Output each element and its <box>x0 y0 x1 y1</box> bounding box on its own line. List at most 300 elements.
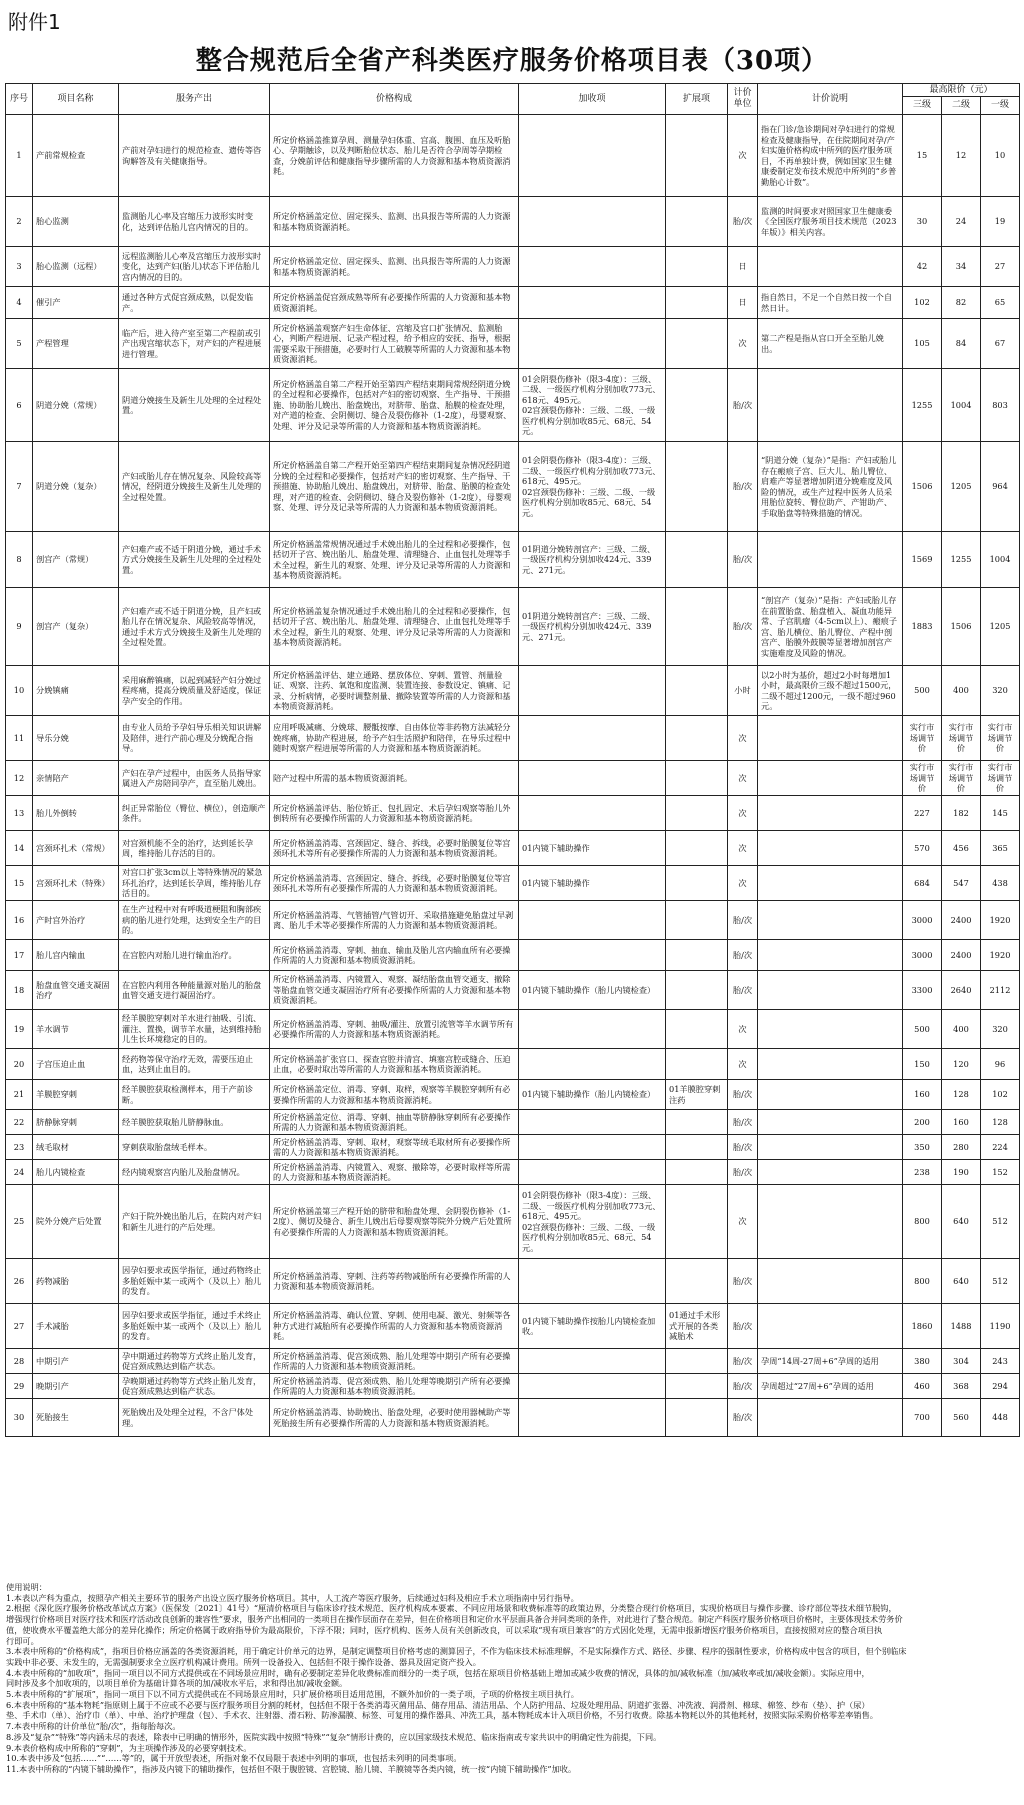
cell-price-level2: 1506 <box>942 588 981 666</box>
note-line: 行即可。 <box>6 1635 39 1646</box>
cell-price-level1: 实行市场调节价 <box>981 716 1020 761</box>
cell-desc <box>758 866 903 901</box>
cell-expansion <box>666 1110 728 1135</box>
cell-price-level2: 160 <box>942 1110 981 1135</box>
cell-no: 24 <box>6 1160 33 1185</box>
cell-price-level1: 2112 <box>981 971 1020 1010</box>
header-level3: 三级 <box>903 97 942 115</box>
cell-expansion <box>666 761 728 796</box>
cell-output: 因孕妇要求或医学指征，通过药物终止多胎妊娠中某一或两个（及以上）胎儿的发育。 <box>119 1259 270 1304</box>
cell-output: 经内镜观察宫内胎儿及胎盘情况。 <box>119 1160 270 1185</box>
cell-addition <box>519 197 666 247</box>
cell-price-level1: 243 <box>981 1349 1020 1374</box>
table-row <box>6 1259 1020 1304</box>
note-line: 垫、手术巾（单）、治疗巾（单）、中单、治疗护理盘（包）、手术衣、注射器、滑石粉、防渗漏膜、标签、可复用的操作器具、冲洗工具，基本物耗成本计入项目价格，不另行收费。除基本物耗以外的其他耗材，按照实际采购价格零差率销售。 <box>6 1710 878 1721</box>
cell-addition: 01内镜下辅助操作（胎儿内镜检查） <box>519 1080 666 1110</box>
cell-name: 宫颈环扎术（常规） <box>33 831 119 866</box>
cell-composition: 所定价格涵盖消毒、促宫颈成熟、胎儿处理等晚期引产所有必要操作所需的人力资源和基本物质资源消耗。 <box>270 1374 519 1399</box>
cell-composition: 所定价格涵盖消毒、气管插管/气管切开、采取措施避免胎盘过早剥离、胎儿手术等必要操作所需的人力资源和基本物质资源消耗。 <box>270 901 519 940</box>
cell-composition: 所定价格涵盖定位、固定探头、监测、出具报告等所需的人力资源和基本物质资源消耗。 <box>270 197 519 247</box>
cell-price-level1: 128 <box>981 1110 1020 1135</box>
note-line: 6.本表中所称的“基本物耗”指原则上属于不应或不必要与医疗服务项目分割的耗材，包括但不限于各类消毒灭菌用品、储存用品、清洁用品、个人防护用品、垃圾处理用品、阴道扩张器、冲洗液、润滑剂、棉球、棉签、纱布（垫）、护（尿） <box>6 1699 870 1710</box>
cell-composition: 所定价格涵盖复杂情况通过手术娩出胎儿的全过程和必要操作，包括切开子宫、娩出胎儿、胎盘处理、清理缝合、止血包扎处理等手术全过程，新生儿的观察、处理、评分及记录等所需的人力资源和基本物质资源消耗。 <box>270 588 519 666</box>
cell-unit: 胎/次 <box>728 442 758 532</box>
cell-price-level1: 1190 <box>981 1304 1020 1349</box>
header-addition: 加收项 <box>519 84 666 115</box>
cell-expansion <box>666 247 728 287</box>
cell-unit: 胎/次 <box>728 588 758 666</box>
cell-no: 2 <box>6 197 33 247</box>
cell-name: 胎儿外倒转 <box>33 796 119 831</box>
cell-unit: 次 <box>728 1049 758 1080</box>
table-row <box>6 866 1020 901</box>
cell-addition: 01会阴裂伤修补（限3-4度）：三级、二级、一级医疗机构分别加收773元、618元、495元。 02宫颈裂伤修补：三级、二级、一级医疗机构分别加收85元、68元、54元。 <box>519 442 666 532</box>
cell-expansion <box>666 940 728 971</box>
cell-price-level2: 560 <box>942 1399 981 1437</box>
cell-no: 15 <box>6 866 33 901</box>
table-row <box>6 1160 1020 1185</box>
cell-unit: 次 <box>728 1185 758 1259</box>
cell-price-level2: 2640 <box>942 971 981 1010</box>
cell-name: 剖宫产（常规） <box>33 532 119 588</box>
cell-unit: 次 <box>728 866 758 901</box>
cell-price-level3: 800 <box>903 1259 942 1304</box>
cell-unit: 胎/次 <box>728 1080 758 1110</box>
cell-price-level2: 12 <box>942 115 981 197</box>
cell-price-level3: 1255 <box>903 369 942 442</box>
cell-price-level1: 294 <box>981 1374 1020 1399</box>
cell-addition <box>519 666 666 716</box>
cell-desc <box>758 940 903 971</box>
cell-unit: 次 <box>728 1010 758 1049</box>
cell-output: 经羊膜腔获取检测样本，用于产前诊断。 <box>119 1080 270 1110</box>
cell-expansion <box>666 369 728 442</box>
cell-price-level2: 640 <box>942 1259 981 1304</box>
note-line: 使用说明： <box>6 1582 47 1592</box>
cell-composition: 所定价格涵盖推算孕周、测量孕妇体重、宫高、腹围、血压及听胎心、孕期触诊，以及判断胎位状态、胎儿是否符合孕周等孕期检查，分娩前评估和健康指导步骤所需的人力资源和基本物质资源消耗。 <box>270 115 519 197</box>
cell-price-level2: 实行市场调节价 <box>942 761 981 796</box>
table-row <box>6 666 1020 716</box>
header-composition: 价格构成 <box>270 84 519 115</box>
cell-no: 9 <box>6 588 33 666</box>
cell-name: 手术减胎 <box>33 1304 119 1349</box>
table-row <box>6 588 1020 666</box>
cell-addition <box>519 1049 666 1080</box>
cell-output: 在宫腔内利用各种能量源对胎儿的胎盘血管交通支进行凝固治疗。 <box>119 971 270 1010</box>
cell-price-level3: 570 <box>903 831 942 866</box>
cell-price-level3: 800 <box>903 1185 942 1259</box>
cell-output: 对宫口扩张3cm以上等特殊情况的紧急环扎治疗，达到延长孕周，维持胎儿存活目的。 <box>119 866 270 901</box>
table-row <box>6 796 1020 831</box>
cell-no: 18 <box>6 971 33 1010</box>
cell-name: 羊水调节 <box>33 1010 119 1049</box>
cell-price-level1: 152 <box>981 1160 1020 1185</box>
table-row <box>6 1049 1020 1080</box>
cell-price-level1: 448 <box>981 1399 1020 1437</box>
cell-desc <box>758 247 903 287</box>
table-row <box>6 1135 1020 1160</box>
cell-unit: 胎/次 <box>728 369 758 442</box>
note-line: 实践中非必要、未发生的，无需强制要求全立医疗机构减计费用。所列一设备投入、包括但不限于操作设备、器具及固定资产投入。 <box>6 1656 481 1667</box>
table-row <box>6 971 1020 1010</box>
cell-no: 5 <box>6 319 33 369</box>
note-line: 1.本表以产科为重点，按照孕产相关主要环节的服务产出设立医疗服务价格项目。其中，人工流产等医疗服务，后续通过妇科及相应手术立项指南中另行指导。 <box>6 1592 579 1603</box>
cell-name: 宫颈环扎术（特殊） <box>33 866 119 901</box>
cell-price-level1: 512 <box>981 1185 1020 1259</box>
cell-composition: 所定价格涵盖常规情况通过手术娩出胎儿的全过程和必要操作，包括切开子宫、娩出胎儿、胎盘处理、清理缝合、止血包扎处理等手术全过程，新生儿的观察、处理、评分及记录等所需的人力资源和基本物质资源消耗。 <box>270 532 519 588</box>
cell-no: 25 <box>6 1185 33 1259</box>
cell-name: 羊膜腔穿刺 <box>33 1080 119 1110</box>
cell-name: 阴道分娩（常规） <box>33 369 119 442</box>
cell-price-level1: 27 <box>981 247 1020 287</box>
note-line: 9.本表价格构成中所称的“穿刺”，为主项操作涉及的必要穿刺技术。 <box>6 1742 252 1753</box>
cell-desc: 第二产程是指从宫口开全至胎儿娩出。 <box>758 319 903 369</box>
table-row <box>6 532 1020 588</box>
cell-no: 29 <box>6 1374 33 1399</box>
cell-composition: 所定价格涵盖消毒、穿刺、抽吸/灌注、放置引流管等羊水调节所有必要操作所需的人力资源和基本物质资源消耗。 <box>270 1010 519 1049</box>
cell-desc <box>758 1304 903 1349</box>
note-line: 5.本表中所称的“扩展项”，指同一项目下以不同方式提供或在不同场景应用时，只扩展价格项目适用范围，不额外加价的一类子项，子项的价格按主项目执行。 <box>6 1689 579 1700</box>
cell-unit: 次 <box>728 831 758 866</box>
cell-no: 8 <box>6 532 33 588</box>
cell-price-level2: 190 <box>942 1160 981 1185</box>
cell-no: 27 <box>6 1304 33 1349</box>
cell-price-level1: 512 <box>981 1259 1020 1304</box>
cell-desc <box>758 1080 903 1110</box>
cell-output: 监测胎儿心率及宫缩压力波形实时变化，达到评估胎儿宫内情况的目的。 <box>119 197 270 247</box>
cell-unit: 胎/次 <box>728 1259 758 1304</box>
cell-expansion <box>666 588 728 666</box>
annex-label: 附件1 <box>8 10 61 34</box>
cell-addition <box>519 1160 666 1185</box>
cell-desc <box>758 1259 903 1304</box>
cell-desc <box>758 761 903 796</box>
header-level1: 一级 <box>981 97 1020 115</box>
cell-price-level3: 3300 <box>903 971 942 1010</box>
cell-desc: 以2小时为基价，超过2小时每增加1小时，最高限价三级不超过1500元，二级不超过1200元，一级不超过960元。 <box>758 666 903 716</box>
cell-desc <box>758 716 903 761</box>
cell-name: 绒毛取材 <box>33 1135 119 1160</box>
cell-addition: 01会阴裂伤修补（限3-4度）：三级、二级、一级医疗机构分别加收773元、618元、495元。 02宫颈裂伤修补：三级、二级、一级医疗机构分别加收85元、68元、54元。 <box>519 1185 666 1259</box>
cell-price-level2: 2400 <box>942 940 981 971</box>
header-level2: 二级 <box>942 97 981 115</box>
note-line: 2.根据《深化医疗服务价格改革试点方案》（医保发〔2021〕41号）“厘清价格项目与临床诊疗技术规范、医疗机构成本要素、不同应用场景和收费标准等的政策边界，分类整合现行价格项目，实现价格项目与操作步骤、诊疗部位等技术细节脱钩， <box>6 1603 897 1614</box>
note-line: 值，使收费水平覆盖绝大部分的差异化操作；所定价格属于政府指导价为最高限价，下浮不限；同时，医疗机构、医务人员有关创新改良，可以采取“现有项目兼容”的方式因化处理，无需申报新增医疗服务价格项目，直接按照对应的整合项目执 <box>6 1624 883 1635</box>
cell-addition <box>519 761 666 796</box>
cell-desc: “剖宫产（复杂）”是指：产妇或胎儿存在前置胎盘、胎盘植入、凝血功能异常、子宫肌瘤（4-5cm以上）、瘢痕子宫、胎儿横位、胎儿臀位、产程中剖宫产、胎膜外鼓膜等显著增加剖宫产实施难度及风险的情况。 <box>758 588 903 666</box>
cell-no: 6 <box>6 369 33 442</box>
cell-price-level1: 224 <box>981 1135 1020 1160</box>
header-unit: 计价单位 <box>728 84 758 115</box>
cell-desc <box>758 831 903 866</box>
cell-price-level2: 120 <box>942 1049 981 1080</box>
cell-desc <box>758 1049 903 1080</box>
cell-price-level3: 3000 <box>903 940 942 971</box>
cell-expansion <box>666 1374 728 1399</box>
cell-output: 在宫腔内对胎儿进行输血治疗。 <box>119 940 270 971</box>
cell-composition: 所定价格涵盖定位、固定探头、监测、出具报告等所需的人力资源和基本物质资源消耗。 <box>270 247 519 287</box>
cell-desc <box>758 901 903 940</box>
table-row <box>6 716 1020 761</box>
cell-composition: 所定价格涵盖消毒、促宫颈成熟、胎儿处理等中期引产所有必要操作所需的人力资源和基本物质资源消耗。 <box>270 1349 519 1374</box>
cell-composition: 所定价格涵盖定位、消毒、穿刺、抽血等脐静脉穿刺所有必要操作所需的人力资源和基本物质资源消耗。 <box>270 1110 519 1135</box>
note-line: 10.本表中涉及“包括……”“……等”的，属于开放型表述，所指对象不仅局限于表述中列明的事项，也包括未列明的同类事项。 <box>6 1753 462 1764</box>
cell-desc <box>758 1135 903 1160</box>
note-line: 7.本表中所称的计价单位“胎/次”，指每胎每次。 <box>6 1721 181 1732</box>
cell-expansion <box>666 796 728 831</box>
table-row <box>6 1349 1020 1374</box>
cell-desc <box>758 1010 903 1049</box>
cell-addition <box>519 1259 666 1304</box>
cell-addition <box>519 1010 666 1049</box>
cell-desc: “阴道分娩（复杂）”是指：产妇或胎儿存在瘢痕子宫、巨大儿、胎儿臀位、肩难产等显著增加阴道分娩难度及风险的情况，或生产过程中医务人员采用胎位旋转、臀位助产、产钳助产、手取胎盘等特殊措施的情况。 <box>758 442 903 532</box>
cell-price-level1: 365 <box>981 831 1020 866</box>
cell-desc <box>758 369 903 442</box>
cell-composition: 所定价格涵盖扩张宫口、探查宫腔并清宫、填塞宫腔或缝合、压迫止血，必要时取出等所需的人力资源和基本物质资源消耗。 <box>270 1049 519 1080</box>
cell-expansion <box>666 831 728 866</box>
cell-addition <box>519 716 666 761</box>
cell-name: 脐静脉穿刺 <box>33 1110 119 1135</box>
cell-unit: 次 <box>728 796 758 831</box>
note-line: 11.本表中所称的“内镜下辅助操作”，指涉及内镜下的辅助操作，包括但不限于腹腔镜、宫腔镜、胎儿镜、羊膜镜等各类内镜，统一按“内镜下辅助操作”加收。 <box>6 1763 577 1774</box>
page-title: 整合规范后全省产科类医疗服务价格项目表（30项） <box>195 46 829 76</box>
cell-price-level3: 42 <box>903 247 942 287</box>
cell-output: 通过各种方式促宫颈成熟，以促发临产。 <box>119 287 270 319</box>
cell-output: 临产后，进入待产室至第二产程前或引产出现宫缩状态下，对产妇的产程进展进行管理。 <box>119 319 270 369</box>
cell-addition <box>519 1110 666 1135</box>
cell-unit: 胎/次 <box>728 1304 758 1349</box>
cell-name: 产时宫外治疗 <box>33 901 119 940</box>
cell-composition: 应用呼吸减痛、分娩球、腰骶按摩、自由体位等非药物方法减轻分娩疼痛，协助产程进展，给予产妇生活照护和陪伴，在导乐过程中随时观察产程进展等所需的人力资源和基本物质资源消耗。 <box>270 716 519 761</box>
header-name: 项目名称 <box>33 84 119 115</box>
cell-price-level2: 1004 <box>942 369 981 442</box>
table-row <box>6 1399 1020 1437</box>
table-row <box>6 1304 1020 1349</box>
cell-price-level3: 1569 <box>903 532 942 588</box>
table-row <box>6 940 1020 971</box>
cell-unit: 胎/次 <box>728 1374 758 1399</box>
cell-unit: 次 <box>728 115 758 197</box>
cell-name: 死胎接生 <box>33 1399 119 1437</box>
cell-name: 产前常规检查 <box>33 115 119 197</box>
cell-composition: 所定价格涵盖消毒、宫颈固定、缝合、拆线，必要时胎膜复位等宫颈环扎术等所有必要操作所需的人力资源和基本物质资源消耗。 <box>270 866 519 901</box>
cell-price-level2: 2400 <box>942 901 981 940</box>
cell-output: 孕晚期通过药物等方式终止胎儿发育，促宫颈成熟达到临产状态。 <box>119 1374 270 1399</box>
cell-output: 远程监测胎儿心率及宫缩压力波形实时变化，达到产妇(胎儿)状态下评估胎儿宫内情况的目的。 <box>119 247 270 287</box>
cell-price-level3: 160 <box>903 1080 942 1110</box>
cell-expansion <box>666 666 728 716</box>
cell-price-level1: 1920 <box>981 901 1020 940</box>
cell-output: 孕中期通过药物等方式终止胎儿发育，促宫颈成熟达到临产状态。 <box>119 1349 270 1374</box>
cell-expansion <box>666 866 728 901</box>
cell-price-level2: 640 <box>942 1185 981 1259</box>
cell-price-level1: 102 <box>981 1080 1020 1110</box>
cell-name: 分娩镇痛 <box>33 666 119 716</box>
cell-composition: 所定价格涵盖消毒、穿刺、抽血、输血及胎儿宫内输血所有必要操作所需的人力资源和基本物质资源消耗。 <box>270 940 519 971</box>
cell-unit: 次 <box>728 716 758 761</box>
table-row <box>6 319 1020 369</box>
cell-unit: 次 <box>728 761 758 796</box>
cell-name: 剖宫产（复杂） <box>33 588 119 666</box>
cell-price-level2: 304 <box>942 1349 981 1374</box>
cell-price-level2: 128 <box>942 1080 981 1110</box>
cell-output: 对宫颈机能不全的治疗，达到延长孕周，维持胎儿存活的目的。 <box>119 831 270 866</box>
cell-price-level1: 67 <box>981 319 1020 369</box>
cell-addition: 01会阴裂伤修补（限3-4度）：三级、二级、一级医疗机构分别加收773元、618元、495元。 02宫颈裂伤修补：三级、二级、一级医疗机构分别加收85元、68元、54元。 <box>519 369 666 442</box>
cell-name: 催引产 <box>33 287 119 319</box>
cell-no: 22 <box>6 1110 33 1135</box>
cell-expansion <box>666 716 728 761</box>
cell-addition <box>519 796 666 831</box>
cell-expansion <box>666 115 728 197</box>
cell-name: 胎心监测（远程） <box>33 247 119 287</box>
cell-unit: 胎/次 <box>728 1399 758 1437</box>
cell-expansion <box>666 901 728 940</box>
cell-name: 产程管理 <box>33 319 119 369</box>
cell-unit: 日 <box>728 287 758 319</box>
cell-price-level1: 803 <box>981 369 1020 442</box>
cell-expansion <box>666 287 728 319</box>
cell-price-level2: 547 <box>942 866 981 901</box>
cell-output: 产妇于院外娩出胎儿后，在院内对产妇和新生儿进行的产后处理。 <box>119 1185 270 1259</box>
header-max-price: 最高限价（元） <box>903 84 1020 97</box>
cell-unit: 胎/次 <box>728 1110 758 1135</box>
cell-output: 产妇难产或不适于阴道分娩，且产妇或胎儿存在情况复杂、风险较高等情况，通过手术方式分娩接生及新生儿处理的全过程处置。 <box>119 588 270 666</box>
cell-desc <box>758 1160 903 1185</box>
cell-unit: 胎/次 <box>728 901 758 940</box>
cell-addition <box>519 901 666 940</box>
cell-addition: 01内镜下辅助操作 <box>519 831 666 866</box>
cell-addition: 01内镜下辅助操作（胎儿内镜检查） <box>519 971 666 1010</box>
cell-price-level2: 1205 <box>942 442 981 532</box>
cell-no: 1 <box>6 115 33 197</box>
cell-output: 死胎娩出及处理全过程，不含尸体处理。 <box>119 1399 270 1437</box>
cell-price-level2: 400 <box>942 666 981 716</box>
note-line: 增强现行价格项目对医疗技术和医疗活动改良创新的兼容性”要求，服务产出相同的一类项目在操作层面存在差异，但在价格项目和定价水平层面具备合并同类项的条件，对此进行了整合规范。制定产科医疗服务价格项目价格时，主要体现技术劳务价 <box>6 1614 903 1625</box>
cell-addition: 01阴道分娩转剖宫产：三级、二级、一级医疗机构分别加收424元、339元、271元。 <box>519 588 666 666</box>
cell-composition: 所定价格涵盖第三产程开始的脐带和胎盘处理、会阴裂伤修补（1-2度）、侧切及缝合、新生儿娩出后母婴观察等院外分娩产后处置所有必要操作所需的人力资源和基本物质资源消耗。 <box>270 1185 519 1259</box>
cell-composition: 所定价格涵盖自第二产程开始至第四产程结束期间常规经阴道分娩的全过程和必要操作，包括对产妇的密切观察、生产指导、干预措施、协助胎儿娩出、胎盘娩出，对脐带、胎盘、胎膜的检查处理，对产道的检查、会阴侧切、缝合及裂伤修补（1-2度），母婴观察、处理、评分及记录等所需的人力资源和基本物质资源消耗。 <box>270 369 519 442</box>
cell-composition: 所定价格涵盖消毒、穿刺、取材，观察等绒毛取材所有必要操作所需的人力资源和基本物质资源消耗。 <box>270 1135 519 1160</box>
cell-composition: 陪产过程中所需的基本物质资源消耗。 <box>270 761 519 796</box>
cell-price-level1: 实行市场调节价 <box>981 761 1020 796</box>
cell-addition <box>519 287 666 319</box>
cell-no: 30 <box>6 1399 33 1437</box>
table-row <box>6 831 1020 866</box>
cell-output: 产妇难产或不适于阴道分娩，通过手术方式分娩接生及新生儿处理的全过程处置。 <box>119 532 270 588</box>
cell-no: 26 <box>6 1259 33 1304</box>
cell-addition <box>519 319 666 369</box>
cell-output: 因孕妇要求或医学指征，通过手术终止多胎妊娠中某一或两个（及以上）胎儿的发育。 <box>119 1304 270 1349</box>
cell-name: 药物减胎 <box>33 1259 119 1304</box>
table-row <box>6 1374 1020 1399</box>
cell-price-level3: 684 <box>903 866 942 901</box>
cell-no: 17 <box>6 940 33 971</box>
cell-price-level3: 3000 <box>903 901 942 940</box>
cell-desc: 孕周“14周-27周+6”孕周的适用 <box>758 1349 903 1374</box>
cell-price-level2: 24 <box>942 197 981 247</box>
cell-price-level2: 280 <box>942 1135 981 1160</box>
cell-addition <box>519 1374 666 1399</box>
table-row <box>6 1080 1020 1110</box>
cell-unit: 日 <box>728 247 758 287</box>
cell-price-level3: 30 <box>903 197 942 247</box>
cell-composition: 所定价格涵盖评估、建立通路、摆放体位、穿刺、置管、剂量验证、观察、注药、氧饱和度监测、装置连接、参数设定、镇痛、记录、分析病情，必要时调整剂量、撤除装置等所需的人力资源和基本物质资源消耗。 <box>270 666 519 716</box>
table-row <box>6 287 1020 319</box>
cell-price-level1: 320 <box>981 1010 1020 1049</box>
cell-expansion <box>666 197 728 247</box>
cell-no: 23 <box>6 1135 33 1160</box>
cell-composition: 所定价格涵盖消毒、内镜置入、观察、撤除等，必要时取样等所需的人力资源和基本物质资源消耗。 <box>270 1160 519 1185</box>
note-line: 同时涉及多个加收项的，以项目单价为基础计算各项的加/减收水平后，求和得出加/减收金额。 <box>6 1678 348 1689</box>
cell-expansion <box>666 1049 728 1080</box>
cell-desc: 孕周超过“27周+6”孕周的适用 <box>758 1374 903 1399</box>
cell-output: 产妇在孕产过程中，由医务人员指导家属进入产房陪同孕产，直至胎儿娩出。 <box>119 761 270 796</box>
cell-addition <box>519 1135 666 1160</box>
cell-no: 11 <box>6 716 33 761</box>
cell-price-level3: 700 <box>903 1399 942 1437</box>
cell-price-level1: 145 <box>981 796 1020 831</box>
note-line: 3.本表中所称的“价格构成”，指项目价格应涵盖的各类资源消耗，用于确定计价单元的边界，是制定调整项目价格考虑的测算因子，不作为临床技术标准理解，不是实际操作方式、路径、步骤、程序的强制性要求，价格构成中包含的项目，但个别临床 <box>6 1646 907 1657</box>
cell-price-level1: 964 <box>981 442 1020 532</box>
price-table <box>5 83 1020 1437</box>
cell-output: 在生产过程中对有呼吸道梗阻和胸部疾病的胎儿进行处理，达到安全生产的目的。 <box>119 901 270 940</box>
cell-output: 纠正异常胎位（臀位、横位），创造顺产条件。 <box>119 796 270 831</box>
cell-price-level1: 1004 <box>981 532 1020 588</box>
cell-unit: 胎/次 <box>728 971 758 1010</box>
cell-name: 亲情陪产 <box>33 761 119 796</box>
cell-name: 胎心监测 <box>33 197 119 247</box>
cell-desc: 指自然日，不足一个自然日按一个自然日计。 <box>758 287 903 319</box>
table-row <box>6 369 1020 442</box>
cell-name: 导乐分娩 <box>33 716 119 761</box>
cell-price-level2: 34 <box>942 247 981 287</box>
cell-unit: 胎/次 <box>728 1349 758 1374</box>
cell-price-level3: 460 <box>903 1374 942 1399</box>
cell-unit: 胎/次 <box>728 940 758 971</box>
cell-expansion <box>666 1185 728 1259</box>
cell-addition <box>519 940 666 971</box>
header-output: 服务产出 <box>119 84 270 115</box>
cell-price-level3: 380 <box>903 1349 942 1374</box>
cell-price-level2: 182 <box>942 796 981 831</box>
cell-output: 经羊膜腔穿刺对羊水进行抽吸、引流、灌注、置换，调节羊水量，达到维持胎儿生长环境稳定的目的。 <box>119 1010 270 1049</box>
cell-no: 28 <box>6 1349 33 1374</box>
cell-price-level3: 15 <box>903 115 942 197</box>
table-row <box>6 197 1020 247</box>
cell-composition: 所定价格涵盖消毒、宫颈固定、缝合、拆线，必要时胎膜复位等宫颈环扎术等所有必要操作所需的人力资源和基本物质资源消耗。 <box>270 831 519 866</box>
cell-price-level1: 438 <box>981 866 1020 901</box>
cell-unit: 胎/次 <box>728 1160 758 1185</box>
cell-desc <box>758 1185 903 1259</box>
cell-price-level3: 1506 <box>903 442 942 532</box>
cell-desc <box>758 971 903 1010</box>
cell-price-level3: 350 <box>903 1135 942 1160</box>
table-row <box>6 1185 1020 1259</box>
cell-no: 16 <box>6 901 33 940</box>
cell-name: 中期引产 <box>33 1349 119 1374</box>
cell-unit: 胎/次 <box>728 532 758 588</box>
table-row <box>6 1110 1020 1135</box>
cell-composition: 所定价格涵盖促宫颈成熟等所有必要操作所需的人力资源和基本物质资源消耗。 <box>270 287 519 319</box>
cell-name: 阴道分娩（复杂） <box>33 442 119 532</box>
cell-unit: 次 <box>728 319 758 369</box>
cell-name: 子宫压迫止血 <box>33 1049 119 1080</box>
cell-output: 产前对孕妇进行的规范检查、遗传等咨询解答及有关健康指导。 <box>119 115 270 197</box>
cell-addition <box>519 115 666 197</box>
cell-price-level3: 102 <box>903 287 942 319</box>
cell-price-level2: 实行市场调节价 <box>942 716 981 761</box>
